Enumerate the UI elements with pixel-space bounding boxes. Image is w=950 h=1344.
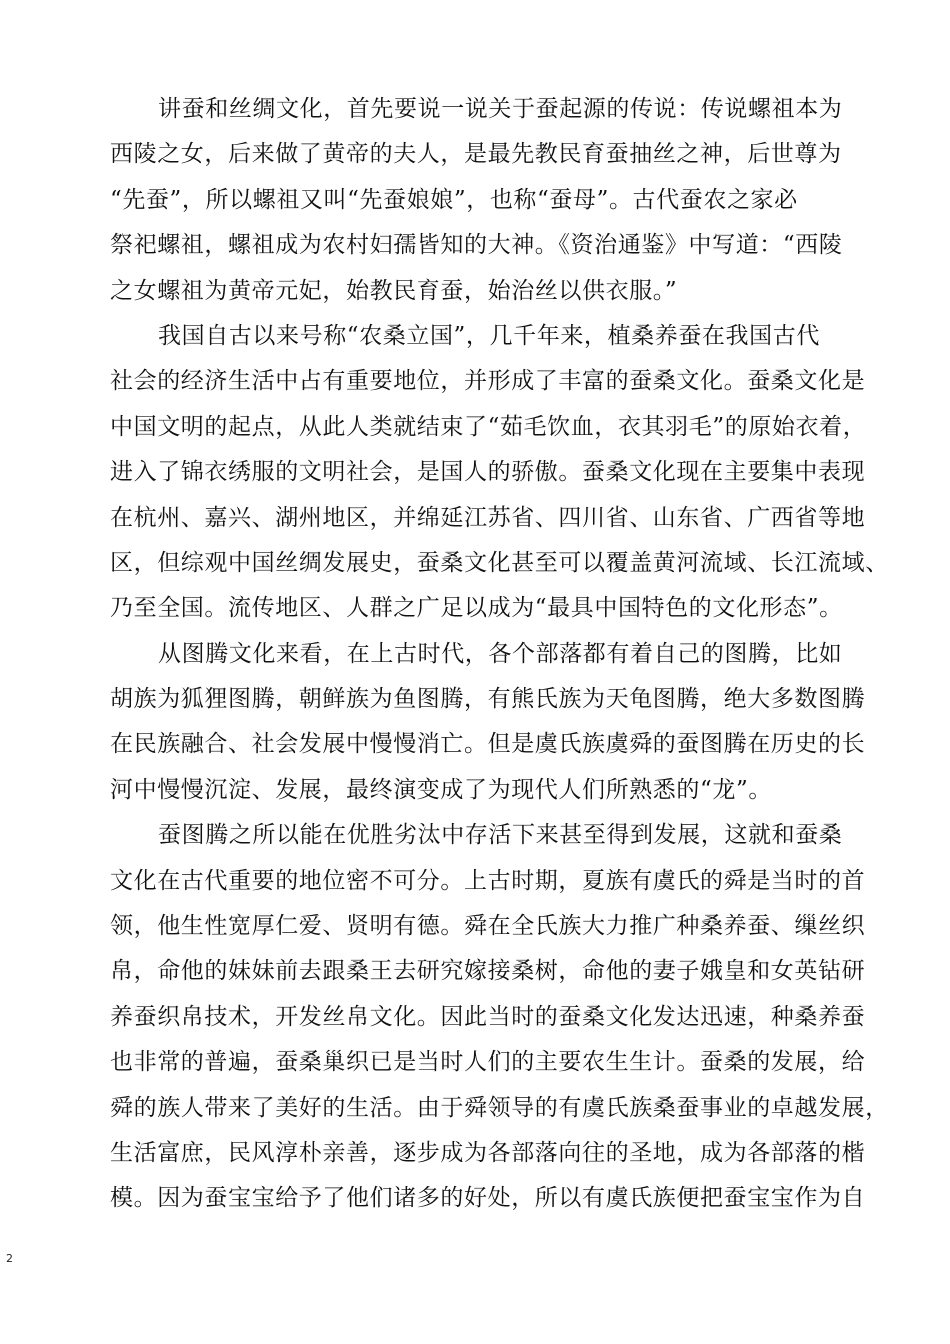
text-line: 在民族融合、社会发展中慢慢消亡。但是虞氏族虞舜的蚕图腾在历史的长 — [110, 731, 866, 758]
text-line: 生活富庶，民风淳朴亲善，逐步成为各部落向往的圣地，成为各部落的楷 — [110, 1139, 866, 1166]
text-line: 也非常的普遍，蚕桑巢织已是当时人们的主要农生生计。蚕桑的发展，给 — [110, 1049, 866, 1076]
text-line: 进入了锦衣绣服的文明社会，是国人的骄傲。蚕桑文化现在主要集中表现 — [110, 459, 866, 486]
paragraph-first-line: 我国自古以来号称“农桑立国”，几千年来，植桑养蚕在我国古代 — [158, 322, 820, 349]
text-line: 中国文明的起点，从此人类就结束了“茹毛饮血，衣其羽毛”的原始衣着， — [110, 413, 867, 440]
text-line: 模。因为蚕宝宝给予了他们诸多的好处，所以有虞氏族便把蚕宝宝作为自 — [110, 1185, 866, 1212]
text-line: 胡族为狐狸图腾，朝鲜族为鱼图腾，有熊氏族为天龟图腾，绝大多数图腾 — [110, 686, 866, 713]
text-line: 养蚕织帛技术，开发丝帛文化。因此当时的蚕桑文化发达迅速，种桑养蚕 — [110, 1003, 866, 1030]
text-line: 西陵之女，后来做了黄帝的夫人，是最先教民育蚕抽丝之神，后世尊为 — [110, 141, 842, 168]
text-line: 舜的族人带来了美好的生活。由于舜领导的有虞氏族桑蚕事业的卓越发展， — [110, 1094, 889, 1121]
text-line: 区，但综观中国丝绸发展史，蚕桑文化甚至可以覆盖黄河流域、长江流域、 — [110, 549, 889, 576]
text-line: 河中慢慢沉淀、发展，最终演变成了为现代人们所熟悉的“龙”。 — [110, 776, 772, 803]
text-line: 社会的经济生活中占有重要地位，并形成了丰富的蚕桑文化。蚕桑文化是 — [110, 368, 866, 395]
text-line: 在杭州、嘉兴、湖州地区，并绵延江苏省、四川省、山东省、广西省等地 — [110, 504, 866, 531]
paragraph-first-line: 蚕图腾之所以能在优胜劣汰中存活下来甚至得到发展，这就和蚕桑 — [158, 822, 843, 849]
text-line: “先蚕”，所以螺祖又叫“先蚕娘娘”，也称“蚕母”。古代蚕农之家必 — [110, 186, 798, 213]
text-line: 之女螺祖为黄帝元妃，始教民育蚕，始治丝以供衣服。” — [110, 277, 678, 304]
text-line: 领，他生性宽厚仁爱、贤明有德。舜在全氏族大力推广种桑养蚕、缫丝织 — [110, 913, 866, 940]
page-number: 2 — [6, 1252, 13, 1265]
paragraph-first-line: 从图腾文化来看，在上古时代，各个部落都有着自己的图腾，比如 — [158, 640, 843, 667]
paragraph-first-line: 讲蚕和丝绸文化，首先要说一说关于蚕起源的传说：传说螺祖本为 — [158, 96, 843, 122]
text-line: 帛，命他的妹妹前去跟桑王去研究嫁接桑树，命他的妻子娥皇和女英钻研 — [110, 958, 866, 985]
document-body — [110, 87, 889, 1222]
text-line: 乃至全国。流传地区、人群之广足以成为“最具中国特色的文化形态”。 — [110, 595, 843, 622]
text-line: 祭祀螺祖，螺祖成为农村妇孺皆知的大神。《资治通鉴》中写道：“西陵 — [110, 232, 843, 259]
text-line: 文化在古代重要的地位密不可分。上古时期，夏族有虞氏的舜是当时的首 — [110, 867, 866, 894]
